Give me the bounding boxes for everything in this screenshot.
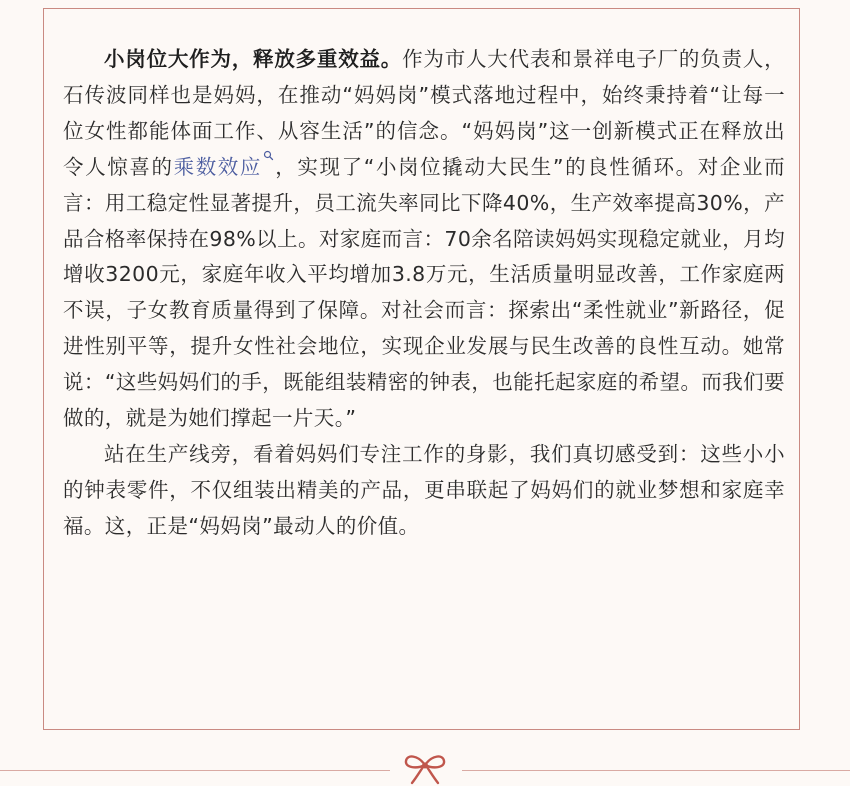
bow-icon (400, 752, 450, 786)
search-icon[interactable] (263, 150, 274, 164)
article-box (43, 8, 800, 730)
paragraph-text: ，实现了“小岗位撬动大民生”的良性循环。对企业而言：用工稳定性显著提升，员工流失率同比下降40%，生产效率提高30%，产品合格率保持在98%以上。对家庭而言：70余名陪读妈妈实现稳定就业，月均增收3200元，家庭年收入平均增加3.8万元，生活质量明显改善，工作家庭两不误，子女教育质量得到了保障。对社会而言：探索出“柔性就业”新路径，促进性别平等，提升女性社会地位，实现企业发展与民生改善的良性互动。她常说：“这些妈妈们的手，既能组装精密的钟表，也能托起家庭的希望。而我们要做的，就是为她们撑起一片天。” (63, 154, 786, 431)
keyword-link-label[interactable]: 乘数效应 (173, 154, 263, 179)
paragraph-1 (63, 42, 785, 437)
article-body (63, 42, 785, 545)
keyword-link[interactable] (174, 155, 274, 179)
paragraph-2: 站在生产线旁，看着妈妈们专注工作的身影，我们真切感受到：这些小小的钟表零件，不仅组装出精美的产品，更串联起了妈妈们的就业梦想和家庭幸福。这，正是“妈妈岗”最动人的价值。 (63, 441, 785, 538)
paragraph-text: 作为市人大代表和景祥电子厂的负责人，石传波同样也是妈妈，在推动“妈妈岗”模式落地过程中，始终秉持着“让每一位女性都能体面工作、从容生活”的信念。“妈妈岗”这一创新模式正在释放出令人惊喜的 (63, 47, 785, 179)
footer-divider-left (0, 770, 390, 771)
paragraph-lead: 小岗位大作为，释放多重效益。 (104, 47, 403, 71)
footer-divider-right (462, 770, 850, 771)
